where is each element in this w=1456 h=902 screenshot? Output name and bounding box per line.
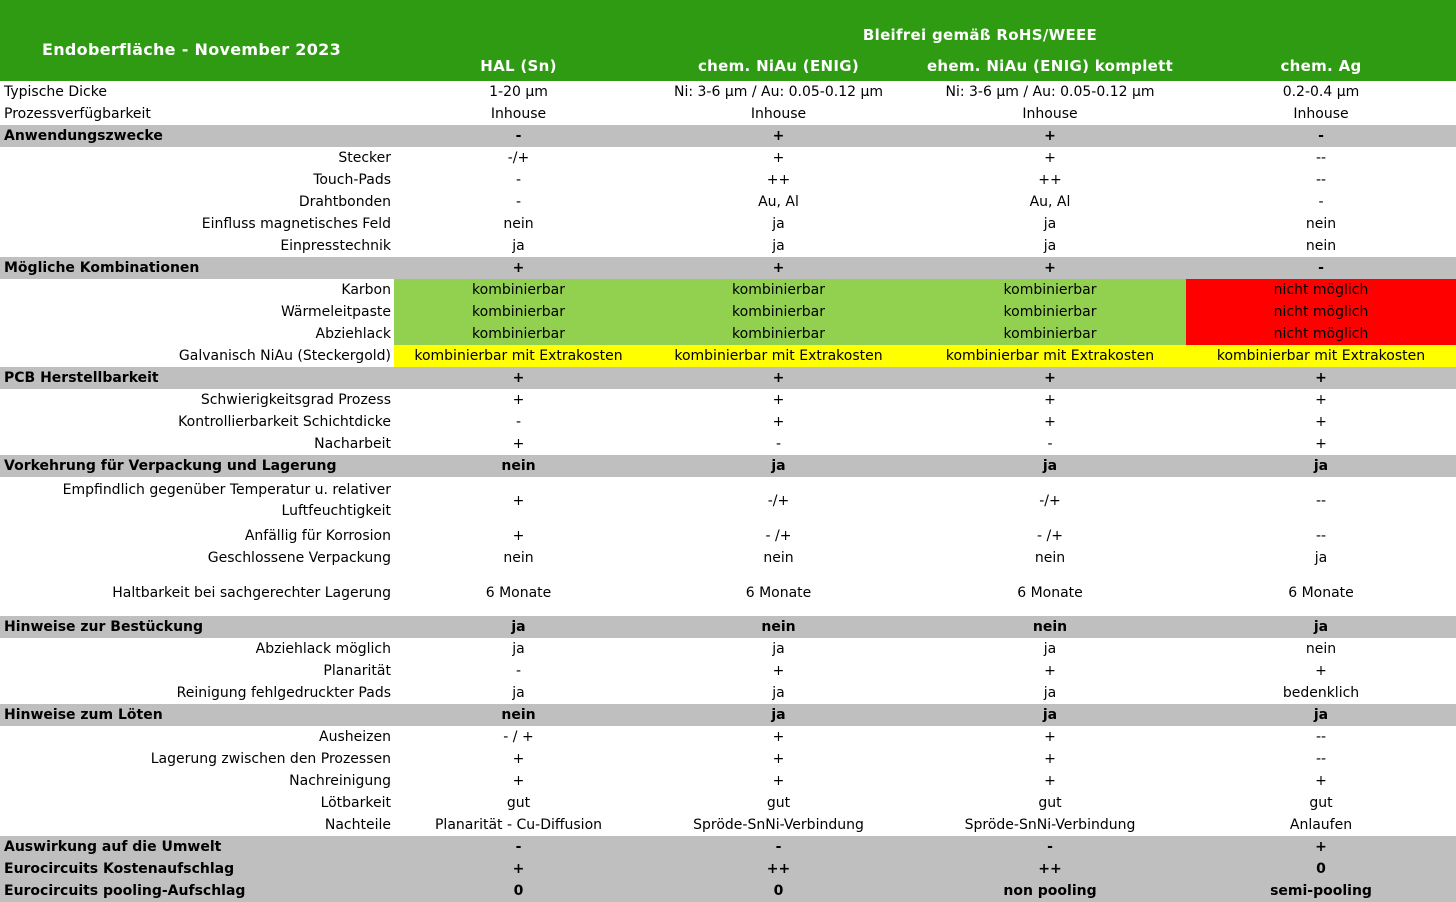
table-cell: nicht möglich — [1186, 323, 1456, 345]
row-label: Nachteile — [324, 817, 391, 833]
table-row — [0, 569, 1456, 616]
table-cell: - /+ — [765, 528, 792, 544]
section-label: Vorkehrung für Verpackung und Lagerung — [4, 458, 337, 474]
table-cell: + — [512, 773, 525, 789]
table-row — [0, 169, 1456, 191]
table-cell: + — [1044, 751, 1056, 767]
table-cell: Planarität - Cu-Diffusion — [434, 817, 603, 833]
table-cell: -- — [1315, 528, 1327, 544]
table-cell: kombinierbar — [394, 301, 643, 323]
row-label: Haltbarkeit bei sachgerechter Lagerung — [112, 584, 391, 601]
table-cell: + — [512, 260, 525, 276]
table-cell: + — [1315, 414, 1327, 430]
row-label: Anfällig für Korrosion — [244, 528, 391, 544]
row-label: Typische Dicke — [4, 84, 107, 100]
table-cell: gut — [1309, 795, 1333, 811]
table-cell: kombinierbar — [914, 301, 1186, 323]
table-row — [0, 477, 1456, 525]
table-cell: + — [772, 128, 785, 144]
table-cell: kombinierbar mit Extrakosten — [394, 345, 643, 367]
table-cell: kombinierbar — [643, 279, 914, 301]
table-cell: + — [1044, 729, 1056, 745]
table-cell: + — [1044, 150, 1056, 166]
table-row — [0, 433, 1456, 455]
table-cell: + — [1315, 663, 1327, 679]
section-label: Eurocircuits pooling-Aufschlag — [4, 883, 246, 899]
table-cell: -/+ — [767, 493, 790, 509]
table-cell: nicht möglich — [1186, 301, 1456, 323]
table-cell: Inhouse — [1293, 106, 1349, 122]
table-cell: Inhouse — [490, 106, 547, 122]
row-label: Einpresstechnik — [280, 238, 391, 254]
table-row — [0, 235, 1456, 257]
table-cell: kombinierbar — [394, 279, 643, 301]
table-cell: nein — [1305, 641, 1337, 657]
table-cell: + — [1315, 370, 1327, 386]
table-cell: -/+ — [507, 150, 530, 166]
table-cell: nein — [763, 550, 794, 566]
table-cell: ++ — [766, 172, 791, 188]
section-label: PCB Herstellbarkeit — [4, 370, 159, 386]
table-cell: ja — [1042, 458, 1058, 474]
section-row — [0, 257, 1456, 279]
table-row — [0, 770, 1456, 792]
table-cell: gut — [506, 795, 531, 811]
table-cell: nein — [1032, 619, 1068, 635]
table-cell: ja — [1313, 458, 1329, 474]
table-cell: 0 — [773, 883, 784, 899]
group-header: Bleifrei gemäß RoHS/WEEE — [862, 26, 1098, 44]
table-cell: -/+ — [1039, 493, 1061, 509]
row-label: Nachreinigung — [289, 773, 391, 789]
table-cell: ja — [771, 458, 786, 474]
table-cell: 6 Monate — [745, 584, 812, 601]
section-row — [0, 836, 1456, 858]
table-cell: ja — [772, 238, 785, 254]
table-cell: + — [772, 751, 785, 767]
table-cell: - — [775, 436, 782, 452]
table-cell: ++ — [766, 861, 791, 877]
section-row — [0, 367, 1456, 389]
section-label: Hinweise zum Löten — [4, 707, 163, 723]
table-cell: - /+ — [1037, 528, 1063, 544]
table-row — [0, 279, 1456, 301]
table-row — [0, 660, 1456, 682]
table-cell: ja — [1043, 238, 1057, 254]
table-cell: nein — [501, 707, 536, 723]
table-cell: 0.2-0.4 µm — [1282, 84, 1360, 100]
table-row — [0, 547, 1456, 569]
table-cell: nein — [1305, 238, 1337, 254]
table-cell: ja — [511, 619, 526, 635]
table-cell: - — [1318, 194, 1324, 210]
table-cell: 1-20 µm — [489, 84, 548, 100]
section-label: Eurocircuits Kostenaufschlag — [4, 861, 235, 877]
table-cell: + — [772, 414, 785, 430]
table-cell: - — [515, 839, 522, 855]
row-label: Karbon — [341, 282, 391, 298]
row-label: Prozessverfügbarkeit — [4, 106, 151, 122]
section-row — [0, 455, 1456, 477]
table-cell: + — [772, 260, 785, 276]
table-cell: + — [1044, 414, 1056, 430]
table-cell: ++ — [1038, 861, 1062, 877]
row-label: Stecker — [338, 150, 391, 166]
table-row — [0, 147, 1456, 169]
section-label: Auswirkung auf die Umwelt — [4, 839, 222, 855]
table-cell: + — [772, 773, 785, 789]
table-cell: ja — [512, 238, 525, 254]
row-label: Drahtbonden — [298, 194, 391, 210]
column-header-enig: chem. NiAu (ENIG) — [697, 57, 859, 75]
table-cell: + — [512, 493, 525, 509]
row-label: Lötbarkeit — [320, 795, 391, 811]
table-row — [0, 792, 1456, 814]
table-cell: ja — [1043, 641, 1057, 657]
section-row — [0, 858, 1456, 880]
table-cell: - — [1047, 839, 1053, 855]
table-cell: -- — [1315, 751, 1327, 767]
table-cell: 0 — [513, 883, 524, 899]
table-cell: + — [1044, 773, 1056, 789]
row-label: Geschlossene Verpackung — [207, 550, 391, 566]
table-cell: kombinierbar — [394, 323, 643, 345]
table-row — [0, 301, 1456, 323]
table-cell: - — [515, 194, 522, 210]
table-cell: kombinierbar mit Extrakosten — [643, 345, 914, 367]
table-cell: nein — [1034, 550, 1066, 566]
row-label: Reinigung fehlgedruckter Pads — [176, 685, 391, 701]
table-cell: - — [1318, 260, 1324, 276]
row-label: Kontrollierbarkeit Schichtdicke — [178, 414, 391, 430]
table-cell: Ni: 3-6 µm / Au: 0.05-0.12 µm — [945, 84, 1155, 100]
table-cell: nein — [1305, 216, 1337, 232]
section-row — [0, 125, 1456, 147]
table-cell: non pooling — [1003, 883, 1097, 899]
table-cell: ja — [772, 685, 785, 701]
table-cell: + — [1315, 436, 1327, 452]
table-cell: nein — [503, 216, 534, 232]
table-row — [0, 638, 1456, 660]
table-cell: Spröde-SnNi-Verbindung — [964, 817, 1136, 833]
table-row — [0, 748, 1456, 770]
table-cell: bedenklich — [1282, 685, 1360, 701]
row-label: Schwierigkeitsgrad Prozess — [200, 392, 391, 408]
table-cell: + — [1315, 839, 1327, 855]
table-cell: Anlaufen — [1289, 817, 1353, 833]
table-cell: 6 Monate — [1017, 584, 1083, 601]
row-label: Galvanisch NiAu (Steckergold) — [178, 348, 391, 364]
table-cell: kombinierbar — [914, 279, 1186, 301]
table-cell: + — [772, 663, 785, 679]
section-row — [0, 880, 1456, 902]
table-cell: gut — [766, 795, 791, 811]
row-label: Einfluss magnetisches Feld — [201, 216, 391, 232]
table-cell: -- — [1315, 172, 1327, 188]
row-label: Planarität — [323, 663, 391, 679]
table-cell: + — [1044, 370, 1056, 386]
table-cell: + — [512, 861, 525, 877]
table-cell: Au, Al — [758, 194, 799, 210]
table-cell: kombinierbar — [914, 323, 1186, 345]
table-cell: ++ — [1038, 172, 1062, 188]
table-row — [0, 345, 1456, 367]
table-cell: Ni: 3-6 µm / Au: 0.05-0.12 µm — [673, 84, 883, 100]
table-cell: 6 Monate — [1288, 584, 1354, 601]
table-body — [0, 81, 1456, 902]
row-label: Abziehlack möglich — [255, 641, 391, 657]
table-row — [0, 726, 1456, 748]
table-cell: + — [512, 392, 525, 408]
table-cell: ja — [1042, 707, 1058, 723]
table-cell: + — [512, 751, 525, 767]
table-cell: - / + — [503, 729, 534, 745]
table-cell: nein — [503, 550, 534, 566]
table-cell: nicht möglich — [1186, 279, 1456, 301]
table-row — [0, 525, 1456, 547]
table-cell: ja — [512, 685, 525, 701]
table-cell: -- — [1315, 729, 1327, 745]
table-row — [0, 103, 1456, 125]
table-cell: + — [772, 729, 785, 745]
table-cell: 0 — [1316, 861, 1326, 877]
section-label: Hinweise zur Bestückung — [4, 619, 204, 635]
table-cell: Spröde-SnNi-Verbindung — [693, 817, 864, 833]
table-cell: semi-pooling — [1270, 883, 1372, 899]
table-cell: kombinierbar mit Extrakosten — [1186, 345, 1456, 367]
table-cell: ja — [772, 641, 785, 657]
table-row — [0, 81, 1456, 103]
table-cell: + — [1044, 128, 1056, 144]
table-cell: gut — [1038, 795, 1062, 811]
table-row — [0, 191, 1456, 213]
table-cell: ja — [1313, 619, 1329, 635]
table-cell: kombinierbar — [643, 323, 914, 345]
table-row — [0, 682, 1456, 704]
table-cell: + — [1315, 392, 1327, 408]
column-header-ag: chem. Ag — [1280, 57, 1362, 75]
table-cell: + — [772, 392, 785, 408]
table-cell: + — [1044, 260, 1056, 276]
row-label: Lagerung zwischen den Prozessen — [150, 751, 391, 767]
table-row — [0, 411, 1456, 433]
table-cell: + — [512, 528, 525, 544]
table-row — [0, 389, 1456, 411]
row-label: Ausheizen — [319, 729, 391, 745]
table-cell: Au, Al — [1029, 194, 1071, 210]
table-cell: + — [1044, 392, 1056, 408]
table-cell: ja — [772, 216, 785, 232]
table-cell: ja — [1314, 550, 1328, 566]
table-cell: - — [515, 414, 522, 430]
table-cell: 6 Monate — [485, 584, 552, 601]
table-cell: - — [515, 128, 522, 144]
row-label: Touch-Pads — [313, 172, 391, 188]
table-cell: + — [772, 370, 785, 386]
section-label: Mögliche Kombinationen — [4, 260, 200, 276]
table-cell: kombinierbar — [643, 301, 914, 323]
table-cell: - — [1318, 128, 1324, 144]
table-cell: ja — [1043, 685, 1057, 701]
table-cell: ja — [1043, 216, 1057, 232]
table-cell: -- — [1315, 493, 1327, 509]
row-label: Abziehlack — [315, 326, 391, 342]
table-cell: - — [515, 663, 522, 679]
table-cell: + — [772, 150, 785, 166]
table-cell: Inhouse — [1022, 106, 1078, 122]
table-cell: Inhouse — [750, 106, 807, 122]
section-row — [0, 616, 1456, 638]
table-cell: + — [512, 370, 525, 386]
table-cell: - — [515, 172, 522, 188]
table-title: Endoberfläche - November 2023 — [42, 40, 342, 59]
column-header-hal: HAL (Sn) — [480, 57, 557, 75]
table-row — [0, 213, 1456, 235]
row-label: Empfindlich gegenüber Temperatur u. relativer Luftfeuchtigkeit — [62, 482, 391, 519]
row-label: Wärmeleitpaste — [280, 304, 391, 320]
table-cell: kombinierbar mit Extrakosten — [914, 345, 1186, 367]
table-row — [0, 814, 1456, 836]
table-cell: + — [1315, 773, 1327, 789]
table-header — [0, 0, 1456, 81]
column-header-enig-komplett: ehem. NiAu (ENIG) komplett — [926, 57, 1174, 75]
table-cell: ja — [1313, 707, 1329, 723]
row-label: Nacharbeit — [314, 436, 391, 452]
table-cell: + — [1044, 663, 1056, 679]
table-cell: nein — [761, 619, 796, 635]
table-cell: -- — [1315, 150, 1327, 166]
table-cell: nein — [501, 458, 536, 474]
table-cell: ja — [771, 707, 786, 723]
table-cell: + — [512, 436, 525, 452]
table-row — [0, 323, 1456, 345]
section-label: Anwendungszwecke — [4, 128, 163, 144]
table-cell: - — [775, 839, 782, 855]
table-cell: - — [1047, 436, 1053, 452]
table-cell: ja — [512, 641, 525, 657]
section-row — [0, 704, 1456, 726]
